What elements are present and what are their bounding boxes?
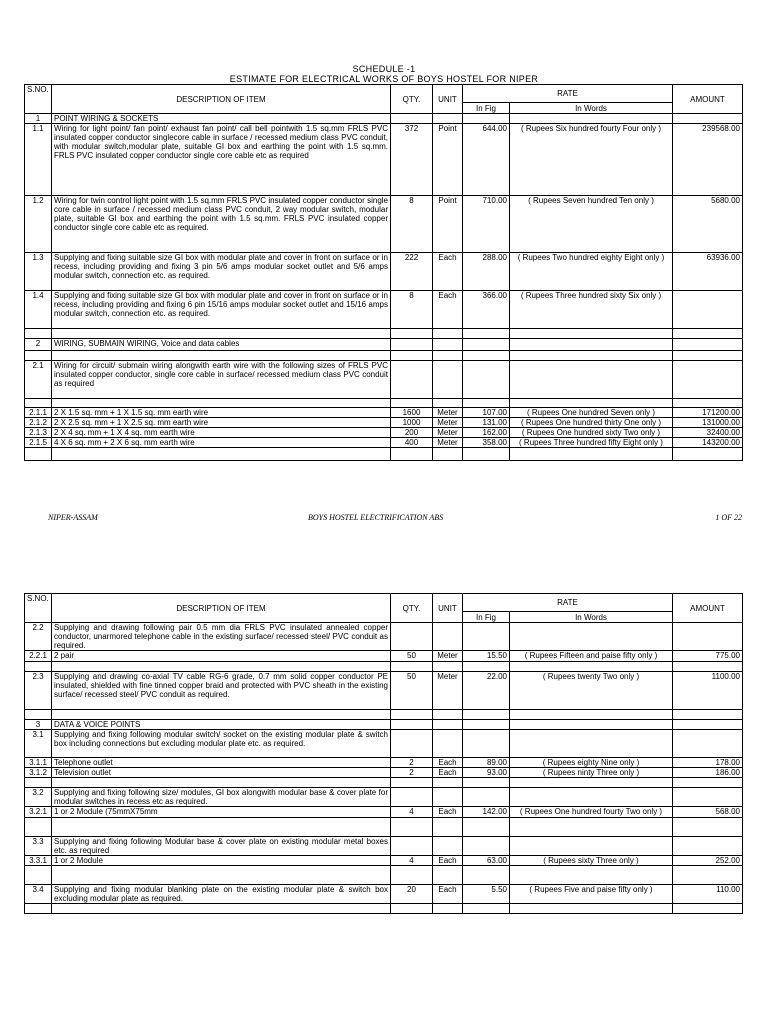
cell-qty: 4 (391, 856, 433, 866)
cell-sno (25, 662, 52, 672)
cell-description: Wiring for circuit/ submain wiring alongwith earth wire with the following sizes of FRLS PVC insulated copper conductor, single core cable in surface/ recessed medium class PVC conduit as required (52, 361, 391, 399)
cell-sno: 3.1 (25, 730, 52, 758)
cell-rate-fig: 89.00 (463, 758, 510, 768)
cell-unit: Meter (433, 672, 463, 710)
cell-unit: Meter (433, 418, 463, 428)
cell-unit: Each (433, 253, 463, 291)
cell-sno: 1.1 (25, 124, 52, 196)
cell-rate-fig (463, 351, 510, 361)
header-unit: UNIT (433, 85, 463, 114)
cell-rate-words (510, 720, 673, 730)
cell-rate-fig (463, 710, 510, 720)
table-row (25, 720, 743, 730)
cell-rate-words: ( Rupees Fifteen and paise fifty only ) (510, 651, 673, 662)
cell-rate-fig (463, 329, 510, 339)
footer-page-number: 1 OF 22 (715, 513, 742, 522)
cell-sno: 2.1.3 (25, 428, 52, 438)
table-row (25, 329, 743, 339)
cell-sno (25, 448, 52, 461)
cell-rate-words: ( Rupees Seven hundred Ten only ) (510, 196, 673, 253)
cell-sno (25, 778, 52, 788)
header-rate: RATE (463, 85, 673, 103)
cell-rate-words (510, 361, 673, 399)
cell-rate-words: ( Rupees Three hundred sixty Six only ) (510, 291, 673, 329)
header-description: DESCRIPTION OF ITEM (52, 85, 391, 114)
cell-sno: 2 (25, 339, 52, 351)
cell-rate-fig: 107.00 (463, 408, 510, 418)
cell-unit (433, 351, 463, 361)
cell-rate-fig (463, 866, 510, 885)
cell-sno: 2.1.1 (25, 408, 52, 418)
cell-description (52, 329, 391, 339)
cell-sno: 2.3 (25, 672, 52, 710)
cell-sno: 1.3 (25, 253, 52, 291)
cell-rate-fig: 358.00 (463, 438, 510, 448)
cell-qty (391, 818, 433, 837)
cell-qty: 2 (391, 768, 433, 778)
table-row (25, 768, 743, 778)
cell-description: 2 X 1.5 sq. mm + 1 X 1.5 sq. mm earth wire (52, 408, 391, 418)
table-row (25, 623, 743, 651)
cell-description: DATA & VOICE POINTS (52, 720, 391, 730)
cell-description (52, 866, 391, 885)
table-row (25, 856, 743, 866)
cell-description: Supplying and drawing co-axial TV cable RG-6 grade, 0.7 mm solid copper conductor PE insulated, shielded with fine tinned copper braid and protected with PVC sheath in the existing surface/ recessed steel/ PVC conduit as required. (52, 672, 391, 710)
table-row (25, 428, 743, 438)
cell-sno: 1 (25, 114, 52, 124)
cell-rate-fig: 15.50 (463, 651, 510, 662)
cell-rate-fig (463, 778, 510, 788)
cell-rate-fig (463, 114, 510, 124)
cell-unit (433, 662, 463, 672)
schedule-table-page-1 (24, 84, 743, 461)
cell-rate-fig (463, 662, 510, 672)
estimate-title: ESTIMATE FOR ELECTRICAL WORKS OF BOYS HOSTEL FOR NIPER (229, 74, 539, 84)
cell-description (52, 399, 391, 408)
cell-description: Supplying and fixing following modular switch/ socket on the existing modular plate & switch box including connections but excluding modular plate etc. as required. (52, 730, 391, 758)
table-row (25, 291, 743, 329)
cell-rate-words (510, 623, 673, 651)
cell-sno: 3.1.1 (25, 758, 52, 768)
cell-rate-fig (463, 448, 510, 461)
cell-rate-words: ( Rupees Five and paise fifty only ) (510, 885, 673, 904)
cell-qty (391, 448, 433, 461)
cell-amount (673, 904, 743, 914)
table-row (25, 758, 743, 768)
cell-unit (433, 623, 463, 651)
cell-description (52, 448, 391, 461)
cell-sno: 3.4 (25, 885, 52, 904)
cell-amount (673, 339, 743, 351)
cell-qty (391, 904, 433, 914)
cell-description: Supplying and fixing suitable size GI box with modular plate and cover in front on surface or in recess, including providing and fixing 6 pin 15/16 amps modular socket outlet and 15/16 amps modular switch, connection etc. as required. (52, 291, 391, 329)
cell-amount (673, 291, 743, 329)
header-sno: S.NO. (25, 594, 52, 623)
cell-unit (433, 818, 463, 837)
header-amount: AMOUNT (673, 594, 743, 623)
cell-rate-words (510, 399, 673, 408)
cell-sno: 1.4 (25, 291, 52, 329)
cell-rate-fig: 93.00 (463, 768, 510, 778)
cell-sno: 2.2.1 (25, 651, 52, 662)
cell-description (52, 710, 391, 720)
cell-rate-fig (463, 904, 510, 914)
cell-description: 1 or 2 Module (52, 856, 391, 866)
cell-description: Supplying and drawing following pair 0.5 mm dia FRLS PVC insulated annealed copper conductor, unarmored telephone cable in the existing surface/ recessed steel/ PVC conduit as required. (52, 623, 391, 651)
cell-qty (391, 837, 433, 856)
cell-qty (391, 730, 433, 758)
cell-unit: Each (433, 768, 463, 778)
cell-rate-words (510, 339, 673, 351)
cell-unit: Each (433, 291, 463, 329)
cell-amount (673, 662, 743, 672)
cell-rate-words (510, 710, 673, 720)
cell-sno (25, 329, 52, 339)
cell-rate-words: ( Rupees sixty Three only ) (510, 856, 673, 866)
cell-amount (673, 114, 743, 124)
cell-rate-words (510, 904, 673, 914)
cell-amount: 63936.00 (673, 253, 743, 291)
cell-amount: 143200.00 (673, 438, 743, 448)
cell-description: 4 X 6 sq. mm + 2 X 6 sq. mm earth wire (52, 438, 391, 448)
cell-rate-fig (463, 339, 510, 351)
cell-unit (433, 339, 463, 351)
cell-rate-fig (463, 788, 510, 807)
cell-unit: Meter (433, 651, 463, 662)
cell-rate-words (510, 818, 673, 837)
cell-description (52, 904, 391, 914)
cell-unit (433, 710, 463, 720)
cell-qty: 50 (391, 672, 433, 710)
cell-rate-words: ( Rupees One hundred thirty One only ) (510, 418, 673, 428)
cell-rate-words (510, 730, 673, 758)
cell-rate-fig: 162.00 (463, 428, 510, 438)
cell-rate-fig (463, 837, 510, 856)
cell-description: 2 X 4 sq. mm + 1 X 4 sq. mm earth wire (52, 428, 391, 438)
table-row (25, 418, 743, 428)
cell-description: POINT WIRING & SOCKETS (52, 114, 391, 124)
header-sno: S.NO. (25, 85, 52, 114)
cell-rate-words: ( Rupees One hundred sixty Two only ) (510, 428, 673, 438)
cell-rate-fig (463, 361, 510, 399)
cell-description: 1 or 2 Module (75mmX75mm (52, 807, 391, 818)
cell-unit (433, 720, 463, 730)
header-qty: QTY. (391, 85, 433, 114)
table-row (25, 114, 743, 124)
cell-qty (391, 623, 433, 651)
cell-amount: 171200.00 (673, 408, 743, 418)
cell-description: Supplying and fixing following Modular base & cover plate on existing modular metal boxes etc. as required (52, 837, 391, 856)
cell-amount: 568.00 (673, 807, 743, 818)
header-in-fig: In Fig (463, 103, 510, 114)
cell-description (52, 662, 391, 672)
cell-rate-words (510, 778, 673, 788)
footer-center: BOYS HOSTEL ELECTRIFICATION ABS (308, 513, 444, 522)
cell-description: WIRING, SUBMAIN WIRING, Voice and data cables (52, 339, 391, 351)
table-row (25, 788, 743, 807)
header-in-words: In Words (510, 612, 673, 623)
cell-amount: 1100.00 (673, 672, 743, 710)
header-qty: QTY. (391, 594, 433, 623)
cell-description (52, 778, 391, 788)
cell-sno: 2.1.2 (25, 418, 52, 428)
cell-amount (673, 448, 743, 461)
cell-unit: Meter (433, 438, 463, 448)
table-row (25, 253, 743, 291)
cell-rate-fig: 142.00 (463, 807, 510, 818)
cell-description: Supplying and fixing suitable size GI box with modular plate and cover in front on surface or in recess, including providing and fixing 3 pin 5/6 amps modular socket outlet and 5/6 amps modular switch, connection etc. as required. (52, 253, 391, 291)
cell-rate-fig: 710.00 (463, 196, 510, 253)
table-row (25, 807, 743, 818)
cell-rate-words: ( Rupees One hundred fourty Two only ) (510, 807, 673, 818)
cell-amount: 252.00 (673, 856, 743, 866)
cell-qty (391, 351, 433, 361)
header-in-words: In Words (510, 103, 673, 114)
cell-qty (391, 662, 433, 672)
cell-unit (433, 778, 463, 788)
cell-amount (673, 866, 743, 885)
table-row (25, 662, 743, 672)
cell-amount (673, 730, 743, 758)
cell-description: Wiring for twin control light point with 1.5 sq.mm FRLS PVC insulated copper conductor single core cable in surface / recessed medium class PVC conduit, 2 way modular switch, modular plate, suitable GI box and earthing the point with 1.5 sq.mm. FRLS PVC insulated copper conductor single core cable etc as required. (52, 196, 391, 253)
cell-sno (25, 351, 52, 361)
cell-unit (433, 730, 463, 758)
cell-rate-fig: 5.50 (463, 885, 510, 904)
cell-amount: 32400.00 (673, 428, 743, 438)
cell-amount (673, 399, 743, 408)
cell-sno (25, 399, 52, 408)
cell-sno (25, 818, 52, 837)
cell-description: 2 X 2.5 sq. mm + 1 X 2.5 sq. mm earth wire (52, 418, 391, 428)
cell-unit: Point (433, 124, 463, 196)
cell-sno: 3.1.2 (25, 768, 52, 778)
cell-unit: Each (433, 807, 463, 818)
cell-unit: Each (433, 856, 463, 866)
cell-rate-fig (463, 623, 510, 651)
cell-qty (391, 788, 433, 807)
cell-unit (433, 788, 463, 807)
cell-unit (433, 904, 463, 914)
cell-qty (391, 778, 433, 788)
schedule-table-page-2 (24, 593, 743, 914)
cell-rate-words: ( Rupees twenty Two only ) (510, 672, 673, 710)
cell-qty: 222 (391, 253, 433, 291)
cell-unit (433, 114, 463, 124)
table-row (25, 866, 743, 885)
table-row (25, 408, 743, 418)
cell-amount (673, 361, 743, 399)
cell-unit: Meter (433, 428, 463, 438)
cell-unit (433, 837, 463, 856)
cell-rate-words (510, 788, 673, 807)
header-in-fig: In Fig (463, 612, 510, 623)
cell-rate-fig: 366.00 (463, 291, 510, 329)
header-unit: UNIT (433, 594, 463, 623)
cell-sno: 1.2 (25, 196, 52, 253)
header-amount: AMOUNT (673, 85, 743, 114)
footer-left: NIPER-ASSAM (48, 513, 98, 522)
cell-sno: 2.2 (25, 623, 52, 651)
cell-amount (673, 788, 743, 807)
cell-rate-words: ( Rupees Two hundred eighty Eight only ) (510, 253, 673, 291)
cell-qty (391, 866, 433, 885)
schedule-title: SCHEDULE -1 (352, 64, 416, 74)
table-row (25, 124, 743, 196)
cell-sno: 3.2 (25, 788, 52, 807)
cell-amount: 775.00 (673, 651, 743, 662)
cell-rate-words: ( Rupees One hundred Seven only ) (510, 408, 673, 418)
cell-amount (673, 351, 743, 361)
cell-rate-words (510, 448, 673, 461)
cell-qty (391, 710, 433, 720)
cell-description: 2 pair (52, 651, 391, 662)
cell-unit: Each (433, 885, 463, 904)
table-row (25, 672, 743, 710)
cell-qty: 4 (391, 807, 433, 818)
cell-rate-fig: 288.00 (463, 253, 510, 291)
cell-sno: 3 (25, 720, 52, 730)
cell-qty (391, 114, 433, 124)
cell-rate-fig: 644.00 (463, 124, 510, 196)
cell-amount (673, 778, 743, 788)
cell-rate-fig (463, 818, 510, 837)
cell-qty (391, 329, 433, 339)
header-description: DESCRIPTION OF ITEM (52, 594, 391, 623)
cell-qty (391, 399, 433, 408)
cell-rate-words (510, 866, 673, 885)
cell-qty: 372 (391, 124, 433, 196)
cell-qty: 8 (391, 291, 433, 329)
cell-unit (433, 866, 463, 885)
cell-rate-words: ( Rupees Six hundred fourty Four only ) (510, 124, 673, 196)
cell-description: Television outlet (52, 768, 391, 778)
cell-rate-fig (463, 720, 510, 730)
cell-sno: 3.3 (25, 837, 52, 856)
cell-rate-fig (463, 399, 510, 408)
cell-sno: 3.2.1 (25, 807, 52, 818)
cell-rate-words: ( Rupees eighty Nine only ) (510, 758, 673, 768)
table-row (25, 651, 743, 662)
table-row (25, 730, 743, 758)
cell-rate-words: ( Rupees ninty Three only ) (510, 768, 673, 778)
cell-amount (673, 623, 743, 651)
cell-sno (25, 904, 52, 914)
table-row (25, 778, 743, 788)
cell-qty (391, 361, 433, 399)
table-row (25, 710, 743, 720)
cell-description (52, 351, 391, 361)
cell-sno: 3.3.1 (25, 856, 52, 866)
cell-rate-words (510, 351, 673, 361)
cell-unit: Each (433, 758, 463, 768)
cell-unit (433, 329, 463, 339)
table-row (25, 361, 743, 399)
cell-sno (25, 710, 52, 720)
cell-amount (673, 720, 743, 730)
cell-qty: 20 (391, 885, 433, 904)
cell-amount: 110.00 (673, 885, 743, 904)
table-row (25, 351, 743, 361)
cell-amount: 131000.00 (673, 418, 743, 428)
cell-rate-words (510, 662, 673, 672)
cell-qty (391, 720, 433, 730)
cell-amount (673, 329, 743, 339)
cell-amount (673, 710, 743, 720)
cell-qty: 50 (391, 651, 433, 662)
table-row (25, 818, 743, 837)
cell-rate-words (510, 114, 673, 124)
table-row (25, 448, 743, 461)
cell-unit: Meter (433, 408, 463, 418)
cell-amount: 186.00 (673, 768, 743, 778)
cell-rate-fig: 63.00 (463, 856, 510, 866)
cell-amount: 178.00 (673, 758, 743, 768)
cell-unit (433, 361, 463, 399)
cell-qty: 8 (391, 196, 433, 253)
table-row (25, 339, 743, 351)
header-rate: RATE (463, 594, 673, 612)
cell-qty: 1600 (391, 408, 433, 418)
cell-description: Wiring for light point/ fan point/ exhaust fan point/ call bell pointwith 1.5 sq.mm FRLS PVC insulated copper conductor singlecore cable in surface / recessed medium class PVC conduit, with modular switch,modular plate, suitable GI box and earthing the point with 1.5 sq.mm. FRLS PVC insulated copper conductor single core cable etc as required (52, 124, 391, 196)
cell-rate-fig: 131.00 (463, 418, 510, 428)
cell-rate-fig: 22.00 (463, 672, 510, 710)
cell-description (52, 818, 391, 837)
cell-amount (673, 837, 743, 856)
cell-rate-words (510, 837, 673, 856)
cell-unit: Point (433, 196, 463, 253)
table-row (25, 399, 743, 408)
table-row (25, 837, 743, 856)
cell-qty: 1000 (391, 418, 433, 428)
cell-rate-words (510, 329, 673, 339)
cell-rate-words: ( Rupees Three hundred fifty Eight only ) (510, 438, 673, 448)
cell-qty: 2 (391, 758, 433, 768)
cell-description: Supplying and fixing following size/ modules, GI box alongwith modular base & cover plate for modular switches in recess etc as required. (52, 788, 391, 807)
cell-qty (391, 339, 433, 351)
table-row (25, 885, 743, 904)
cell-qty: 200 (391, 428, 433, 438)
cell-rate-fig (463, 730, 510, 758)
cell-amount: 239568.00 (673, 124, 743, 196)
table-row (25, 196, 743, 253)
cell-sno (25, 866, 52, 885)
cell-amount (673, 818, 743, 837)
cell-qty: 400 (391, 438, 433, 448)
cell-unit (433, 448, 463, 461)
table-row (25, 904, 743, 914)
cell-unit (433, 399, 463, 408)
cell-sno: 2.1 (25, 361, 52, 399)
cell-description: Telephone outlet (52, 758, 391, 768)
cell-amount: 5680.00 (673, 196, 743, 253)
cell-description: Supplying and fixing modular blanking plate on the existing modular plate & switch box excluding modular plate as required. (52, 885, 391, 904)
cell-sno: 2.1.5 (25, 438, 52, 448)
table-row (25, 438, 743, 448)
